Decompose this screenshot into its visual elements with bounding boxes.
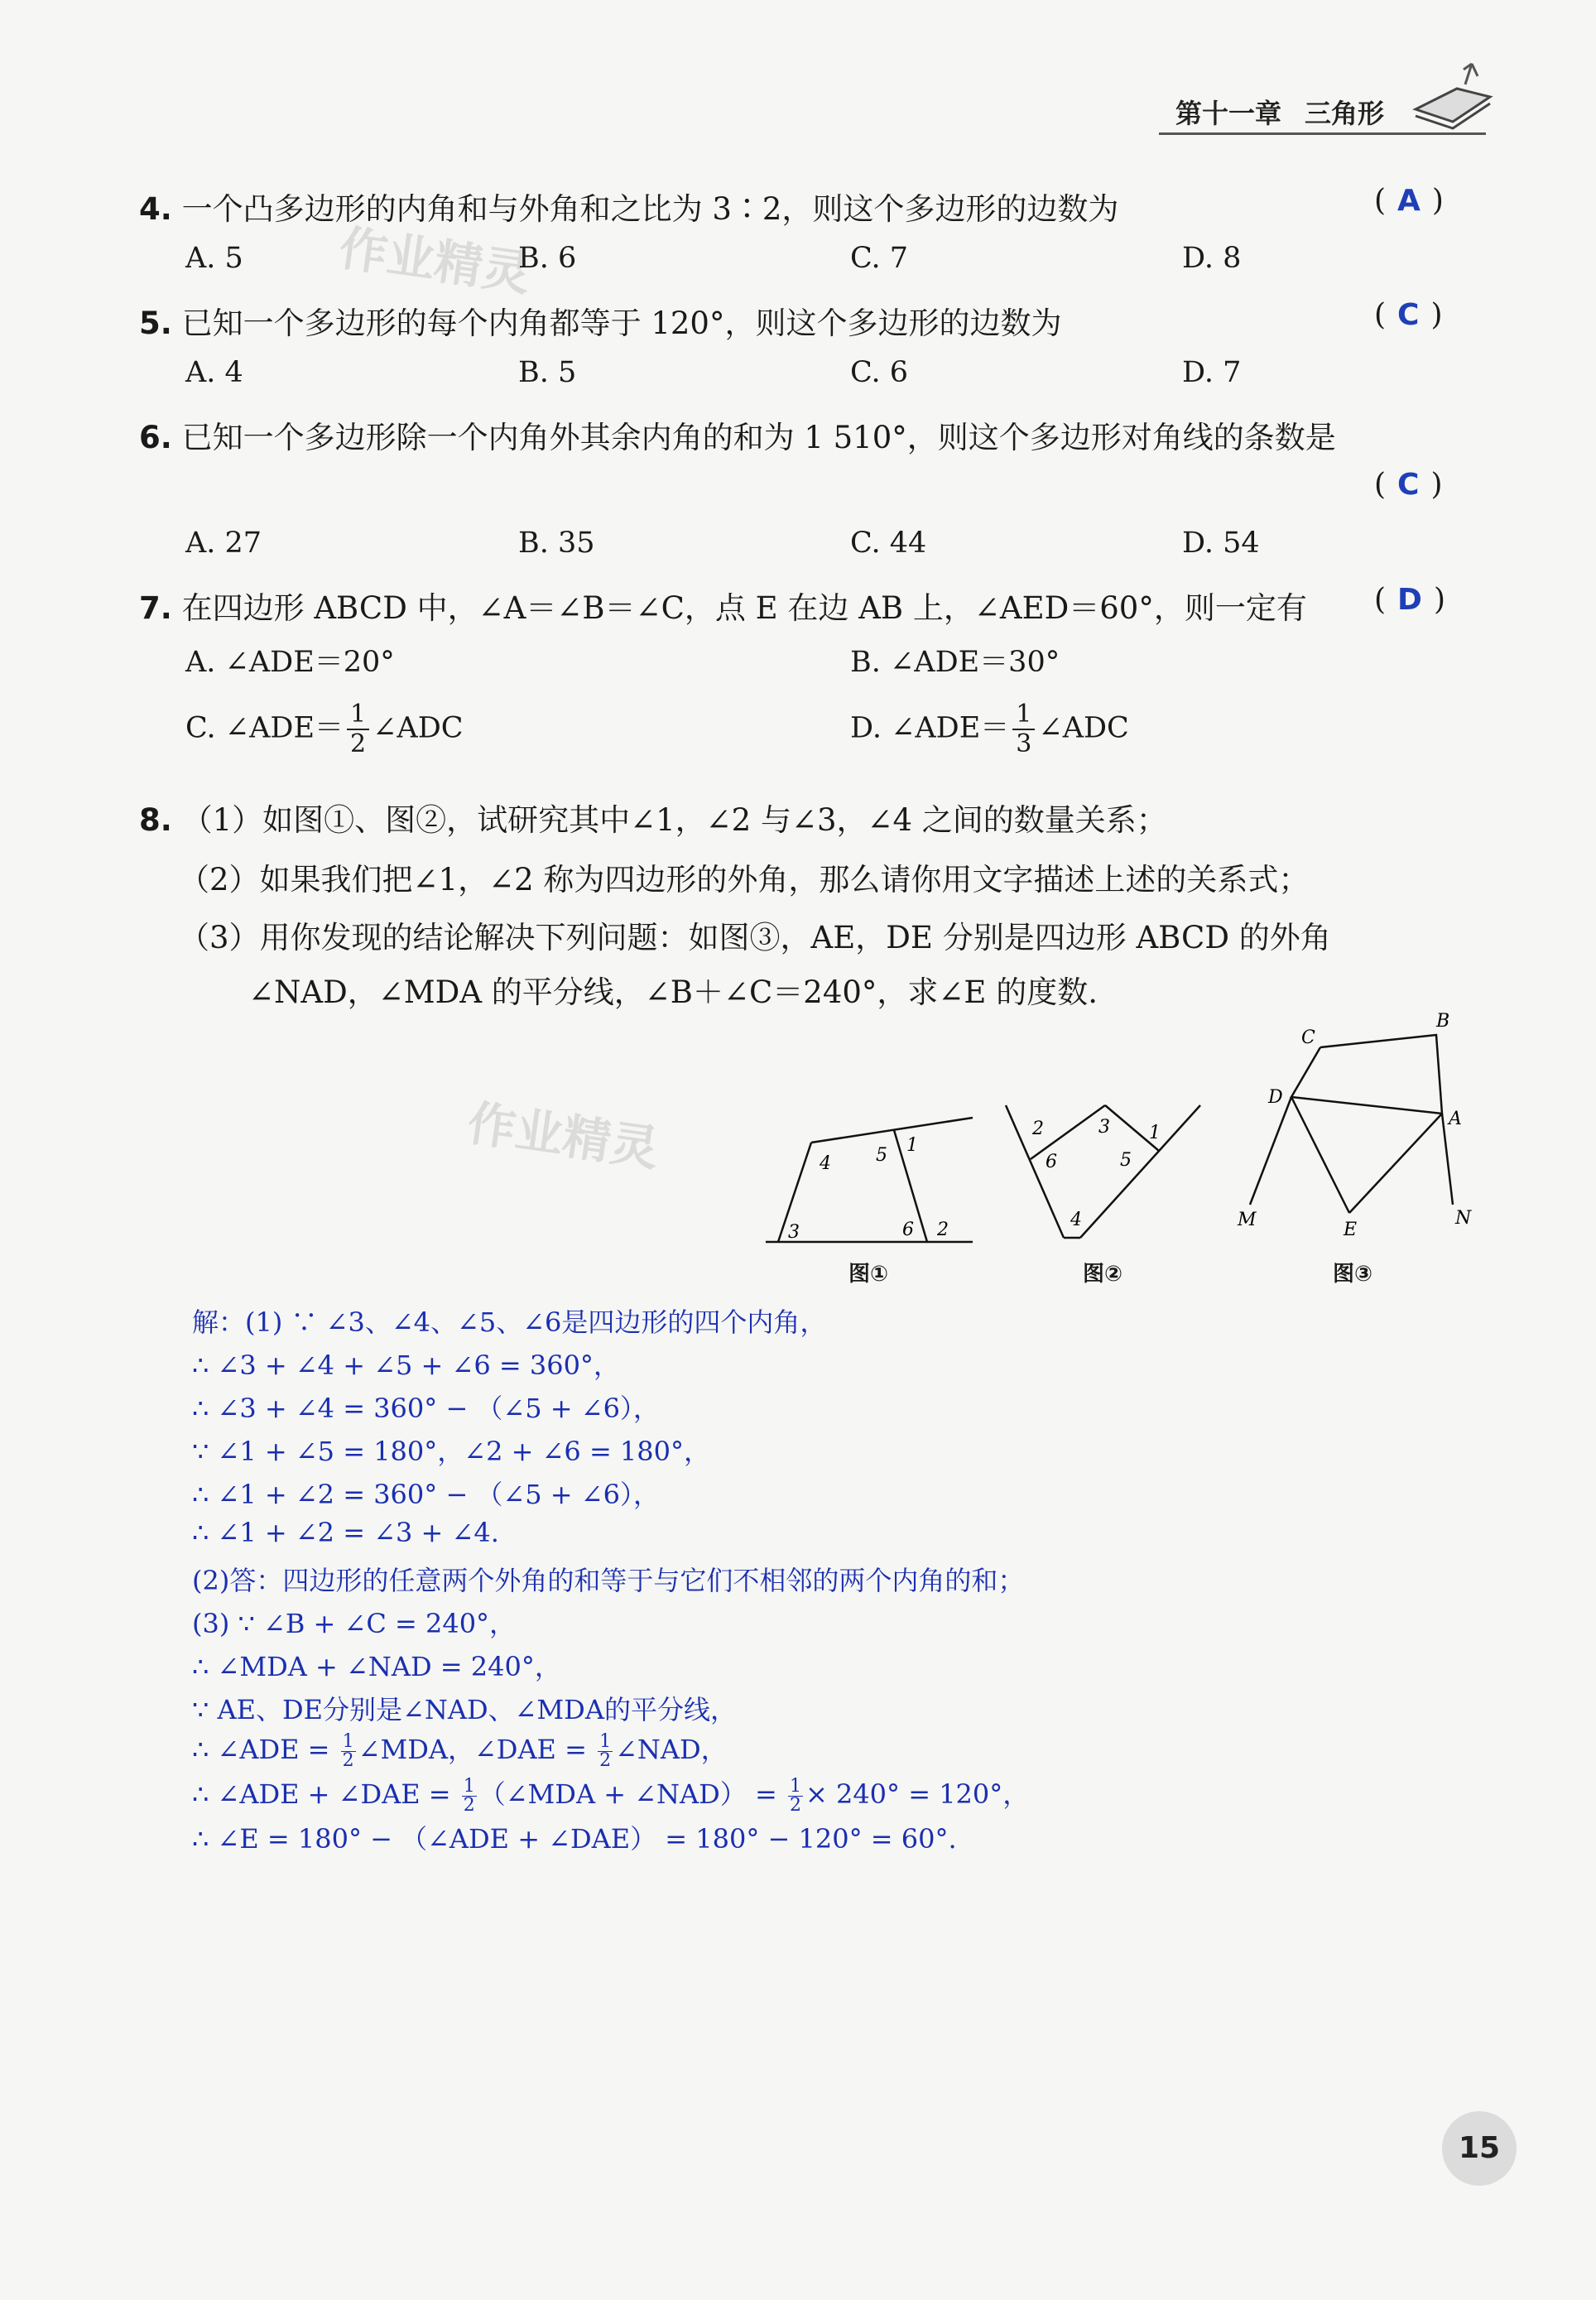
numerator: 1 [599, 1731, 612, 1752]
angle-label: 6 [1046, 1152, 1057, 1172]
fraction [462, 1778, 477, 1815]
point-label: M [1238, 1210, 1257, 1230]
question-4 [139, 184, 1118, 229]
question-text: （1）如图①、图②，试研究其中∠1，∠2 与∠3，∠4 之间的数量关系； [181, 802, 1167, 838]
text-part: × 240° = 120°， [805, 1778, 1030, 1810]
header-rule [1159, 132, 1486, 135]
text-part: ∴ ∠ADE + ∠DAE = [192, 1778, 459, 1810]
point-label: E [1344, 1220, 1358, 1240]
text-part: ∠NAD， [615, 1734, 728, 1765]
angle-label: 5 [876, 1145, 887, 1166]
numerator: 1 [342, 1731, 354, 1752]
angle-label: 2 [1032, 1119, 1044, 1139]
question-5 [139, 298, 1061, 343]
denominator: 2 [789, 1795, 801, 1816]
option: A. 5 [185, 242, 243, 275]
question-text: 一个凸多边形的内角和与外角和之比为 3∶2，则这个多边形的边数为 [181, 191, 1119, 227]
option: C. 44 [850, 527, 927, 560]
denominator: 2 [599, 1750, 612, 1771]
option: A. 27 [185, 527, 262, 560]
figure-1 [762, 1109, 977, 1258]
question-8-part-3: （3）用你发现的结论解决下列问题：如图③，AE，DE 分别是四边形 ABCD 的外角 [179, 920, 1331, 955]
solution-line: ∴ ∠E = 180° − （∠ADE + ∠DAE） = 180° − 120° = 60°. [192, 1823, 957, 1855]
solution-fraction-line [192, 1729, 728, 1770]
fraction [1012, 700, 1035, 758]
angle-label: 2 [937, 1220, 949, 1240]
figure-1-caption: 图① [848, 1262, 889, 1287]
option: B. 5 [518, 356, 577, 389]
angle-label: 1 [1149, 1123, 1161, 1143]
numerator: 1 [463, 1776, 475, 1797]
solution-line: ∴ ∠MDA + ∠NAD = 240°， [192, 1651, 561, 1682]
question-6 [139, 412, 1336, 457]
solution-line: ∴ ∠1 + ∠2 = 360° − （∠5 + ∠6）， [192, 1479, 660, 1510]
numerator: 1 [347, 700, 369, 730]
solution-fraction-line [192, 1773, 1029, 1815]
figure-3 [1225, 1010, 1490, 1258]
page-number: 15 [1442, 2111, 1517, 2186]
option-suffix: ∠ADC [373, 711, 464, 745]
angle-label: 3 [788, 1222, 800, 1243]
answer-paren: ( D ) [1374, 583, 1445, 617]
answer: D [1397, 583, 1422, 617]
option-fraction [185, 700, 464, 758]
option: C. 7 [850, 242, 909, 275]
option-prefix: D. ∠ADE＝ [850, 711, 1010, 745]
solution-line: (3) ∵ ∠B + ∠C = 240°， [192, 1608, 517, 1639]
denominator: 3 [1016, 729, 1032, 758]
angle-label: 4 [820, 1153, 831, 1174]
option-prefix: C. ∠ADE＝ [185, 711, 344, 745]
solution-line: ∴ ∠1 + ∠2 = ∠3 + ∠4. [192, 1517, 499, 1548]
denominator: 2 [350, 729, 367, 758]
figure-2 [997, 1093, 1213, 1250]
top-line [811, 1118, 973, 1143]
angle-label: 1 [906, 1135, 918, 1156]
chapter-title: 三角形 [1305, 98, 1385, 129]
watermark: 作业精灵 [464, 1095, 662, 1177]
numerator: 1 [789, 1776, 801, 1797]
option: C. 6 [850, 356, 909, 389]
solution-line: ∴ ∠3 + ∠4 + ∠5 + ∠6 = 360°， [192, 1350, 620, 1381]
question-8-part-1 [139, 795, 1167, 840]
point-label: B [1436, 1011, 1450, 1032]
option-suffix: ∠ADC [1038, 711, 1129, 745]
denominator: 2 [342, 1750, 354, 1771]
option: D. 7 [1182, 356, 1242, 389]
solution-line: ∵ ∠1 + ∠5 = 180°，∠2 + ∠6 = 180°， [192, 1436, 711, 1467]
solution-line: (2)答：四边形的任意两个外角的和等于与它们不相邻的两个内角的和； [192, 1565, 1025, 1596]
question-text: 已知一个多边形除一个内角外其余内角的和为 1 510°，则这个多边形对角线的条数是 [181, 420, 1336, 455]
option: B. ∠ADE＝30° [850, 646, 1060, 679]
text-part: ∠MDA，∠DAE = [358, 1734, 596, 1765]
figure-3-caption: 图③ [1333, 1262, 1373, 1287]
figure-2-caption: 图② [1083, 1262, 1123, 1287]
option: D. 8 [1182, 242, 1242, 275]
point-label: A [1449, 1109, 1462, 1129]
fraction [347, 700, 369, 758]
text-part: ∴ ∠ADE = [192, 1734, 339, 1765]
question-7 [139, 583, 1307, 628]
angle-label: 4 [1070, 1210, 1082, 1230]
question-number: 6. [139, 420, 172, 455]
option-fraction [850, 700, 1129, 758]
answer-paren: ( A ) [1374, 184, 1444, 218]
question-number: 8. [139, 802, 172, 838]
angle-label: 5 [1120, 1150, 1132, 1171]
angle-label: 3 [1098, 1117, 1110, 1138]
fraction [788, 1778, 803, 1815]
point-label: N [1455, 1208, 1472, 1229]
question-text: 已知一个多边形的每个内角都等于 120°，则这个多边形的边数为 [181, 306, 1062, 341]
question-number: 7. [139, 590, 172, 626]
solution-line: ∴ ∠3 + ∠4 = 360° − （∠5 + ∠6）， [192, 1393, 660, 1424]
segment-AE [1349, 1114, 1442, 1213]
question-number: 5. [139, 306, 172, 341]
book-icon [1407, 51, 1498, 134]
option: A. ∠ADE＝20° [185, 646, 395, 679]
question-8-part-2: （2）如果我们把∠1，∠2 称为四边形的外角，那么请你用文字描述上述的关系式； [179, 862, 1310, 897]
watermark: 作业精灵 [335, 219, 534, 302]
fraction [341, 1733, 356, 1770]
fraction [598, 1733, 613, 1770]
option: A. 4 [185, 356, 243, 389]
answer: C [1397, 468, 1420, 502]
denominator: 2 [463, 1795, 475, 1816]
option: B. 6 [518, 242, 577, 275]
answer: C [1397, 298, 1420, 332]
answer-paren: ( C ) [1374, 468, 1443, 502]
angle-label: 6 [902, 1220, 914, 1240]
text-part: （∠MDA + ∠NAD） = [478, 1778, 786, 1810]
question-text: 在四边形 ABCD 中，∠A＝∠B＝∠C，点 E 在边 AB 上，∠AED＝60°，则一定有 [181, 590, 1307, 626]
point-label: D [1268, 1087, 1283, 1108]
answer: A [1397, 184, 1421, 218]
solution-line: 解：(1) ∵ ∠3、∠4、∠5、∠6是四边形的四个内角， [192, 1306, 827, 1338]
segment-DE [1291, 1097, 1349, 1213]
chapter-header [1175, 93, 1407, 131]
question-number: 4. [139, 191, 172, 227]
chapter-number: 第十一章 [1175, 98, 1282, 129]
answer-paren: ( C ) [1374, 298, 1443, 332]
solution-line: ∵ AE、DE分别是∠NAD、∠MDA的平分线， [192, 1694, 737, 1725]
question-8-part-3-cont: ∠NAD，∠MDA 的平分线，∠B＋∠C＝240°，求∠E 的度数. [248, 974, 1098, 1010]
numerator: 1 [1012, 700, 1035, 730]
option: B. 35 [518, 527, 595, 560]
point-label: C [1301, 1027, 1315, 1048]
ray-DM [1250, 1097, 1291, 1205]
option: D. 54 [1182, 527, 1260, 560]
